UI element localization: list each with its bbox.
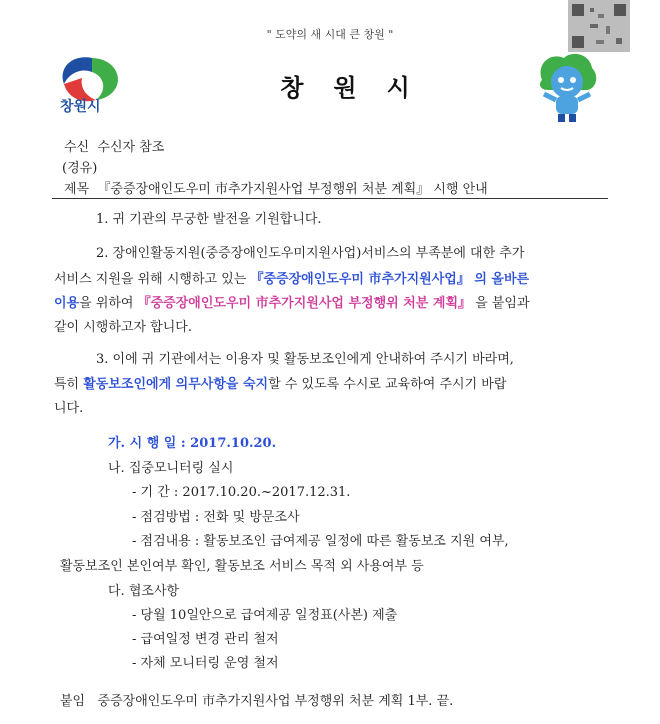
paragraph-3-line-2 (54, 373, 506, 392)
paragraph-3-line-1: 3. 이에 귀 기관에서는 이용자 및 활동보조인에게 안내하여 주시기 바라며, (96, 352, 514, 367)
recipient-line (64, 136, 164, 155)
monitoring-period: - 기 간 : 2017.10.20.~2017.12.31. (132, 485, 351, 500)
cooperation-item-1: - 당월 10일안으로 급여제공 일정표(사본) 제출 (132, 608, 398, 623)
slogan: " 도약의 새 시대 큰 창원 " (266, 28, 394, 41)
mascot-icon (532, 50, 602, 126)
effective-date: 가. 시 행 일 : 2017.10.20. (108, 436, 277, 451)
recipient-label: 수신 (64, 140, 90, 155)
highlight-use: 이용 (54, 296, 80, 311)
p3-text: 할 수 있도록 수시로 교육하여 주시기 바랍 (268, 377, 507, 392)
paragraph-3-line-3: 니다. (54, 401, 84, 416)
paragraph-2-line-1: 2. 장애인활동지원(중증장애인도우미지원사업)서비스의 부족분에 대한 추가 (96, 246, 525, 261)
subject-divider (52, 198, 608, 199)
p2-text: 을 붙임과 (471, 296, 530, 311)
p3-text: 특히 (54, 377, 84, 392)
cooperation-heading: 다. 협조사항 (108, 584, 180, 599)
organization-title: 창원시 (280, 74, 440, 102)
recipient-value: 수신자 참조 (97, 140, 165, 155)
p2-text: 을 위하여 (79, 296, 138, 311)
p2-text: 서비스 지원을 위해 시행하고 있는 (54, 272, 251, 287)
attachment-line (60, 690, 453, 709)
inspection-content-line-2: 활동보조인 본인여부 확인, 활동보조 서비스 목적 외 사용여부 등 (60, 559, 424, 574)
paragraph-1: 1. 귀 기관의 무궁한 발전을 기원합니다. (96, 212, 322, 227)
paragraph-2-line-3 (54, 292, 530, 311)
subject-line (64, 178, 488, 197)
highlight-program-name: 『중증장애인도우미 市추가지원사업』 의 올바른 (250, 272, 530, 287)
cooperation-item-3: - 자체 모니터링 운영 철저 (132, 656, 279, 671)
via-label: (경유) (62, 161, 98, 176)
subject-value: 『중증장애인도우미 市추가지원사업 부정행위 처분 계획』 시행 안내 (97, 182, 488, 197)
attachment-value: 중증장애인도우미 市추가지원사업 부정행위 처분 계획 1부. 끝. (97, 694, 454, 709)
cooperation-item-2: - 급여일정 변경 관리 철저 (132, 632, 279, 647)
monitoring-heading: 나. 집중모니터링 실시 (108, 461, 234, 476)
attachment-label: 붙임 (60, 694, 86, 709)
subject-label: 제목 (64, 182, 90, 197)
paragraph-2-line-2 (54, 268, 529, 287)
logo-text: 창원시 (60, 99, 101, 115)
inspection-method: - 점검방법 : 전화 및 방문조사 (132, 510, 300, 525)
qr-code-icon (568, 0, 630, 52)
highlight-plan-name: 『중증장애인도우미 市추가지원사업 부정행위 처분 계획』 (137, 296, 472, 311)
paragraph-2-line-4: 같이 시행하고자 합니다. (54, 320, 192, 335)
inspection-content-line-1: - 점검내용 : 활동보조인 급여제공 일정에 따른 활동보조 지원 여부, (132, 534, 509, 549)
highlight-duty: 활동보조인에게 의무사항을 숙지 (83, 377, 269, 392)
